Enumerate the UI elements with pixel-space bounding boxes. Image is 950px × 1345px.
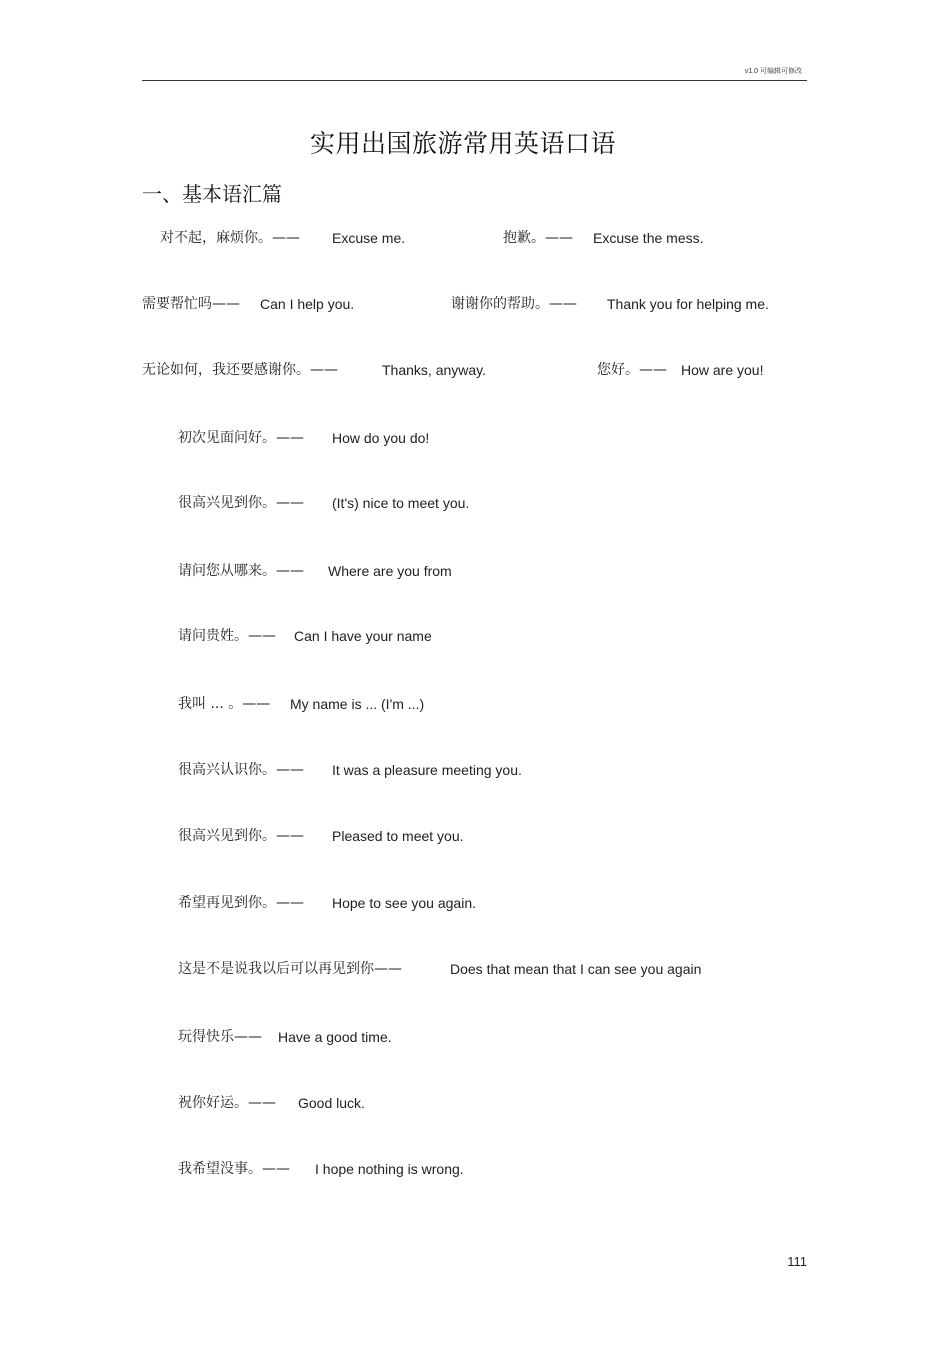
phrase-english: Can I help you. [260,296,355,312]
phrase-item [503,229,743,247]
phrase-item [597,361,797,379]
phrase-chinese: 很高兴认识你。—— [178,762,304,778]
phrase-chinese: 初次见面问好。—— [178,430,304,446]
phrase-chinese: 我叫 ... 。—— [178,696,271,712]
phrase-item [160,229,460,247]
phrase-english: Does that mean that I can see you again [450,961,702,977]
phrase-english: Where are you from [328,563,452,579]
phrase-chinese: 我希望没事。—— [178,1161,290,1177]
phrase-chinese: 请问贵姓。—— [178,628,276,644]
phrase-item [178,627,578,645]
version-note: v1.0 可编辑可修改 [744,68,802,75]
phrase-item [142,361,522,379]
phrase-english: Thanks, anyway. [382,362,487,378]
phrase-english: I hope nothing is wrong. [315,1161,464,1177]
phrase-english: Thank you for helping me. [607,296,769,312]
phrase-item [178,695,578,713]
phrase-english: Have a good time. [278,1029,392,1045]
phrase-chinese: 抱歉。—— [503,230,573,246]
phrase-english: Good luck. [298,1095,365,1111]
phrase-chinese: 谢谢你的帮助。—— [451,296,577,312]
phrase-chinese: 无论如何，我还要感谢你。—— [142,362,338,378]
phrase-chinese: 请问您从哪来。—— [178,563,304,579]
phrase-item [178,960,738,978]
header-divider [142,80,807,81]
section-heading: 一、基本语汇篇 [142,182,282,206]
phrase-chinese: 希望再见到你。—— [178,895,304,911]
phrase-item [178,494,578,512]
phrase-item [178,1028,578,1046]
phrase-item [178,1160,578,1178]
phrase-item [451,295,807,313]
phrase-english: My name is ... (I'm ...) [290,696,425,712]
phrase-english: Can I have your name [294,628,432,644]
phrase-item [178,761,598,779]
page-number: 111 [787,1254,807,1269]
phrase-chinese: 祝你好运。—— [178,1095,276,1111]
phrase-item [178,827,578,845]
phrase-item [178,562,578,580]
phrase-item [178,1094,578,1112]
phrase-item [142,295,422,313]
phrase-chinese: 需要帮忙吗—— [142,296,240,312]
phrase-english: How do you do! [332,430,430,446]
phrase-chinese: 很高兴见到你。—— [178,495,304,511]
phrase-chinese: 这是不是说我以后可以再见到你—— [178,961,402,977]
phrase-english: Excuse me. [332,230,406,246]
phrase-english: It was a pleasure meeting you. [332,762,522,778]
phrase-chinese: 对不起，麻烦你。—— [160,230,300,246]
phrase-chinese: 很高兴见到你。—— [178,828,304,844]
phrase-chinese: 您好。—— [597,362,667,378]
phrase-english: Hope to see you again. [332,895,476,911]
phrase-chinese: 玩得快乐—— [178,1029,262,1045]
phrase-item [178,894,578,912]
phrase-english: How are you! [681,362,764,378]
phrase-english: Excuse the mess. [593,230,704,246]
phrase-item [178,429,578,447]
phrase-english: Pleased to meet you. [332,828,464,844]
phrase-english: (It's) nice to meet you. [332,495,470,511]
page-title: 实用出国旅游常用英语口语 [309,129,616,158]
